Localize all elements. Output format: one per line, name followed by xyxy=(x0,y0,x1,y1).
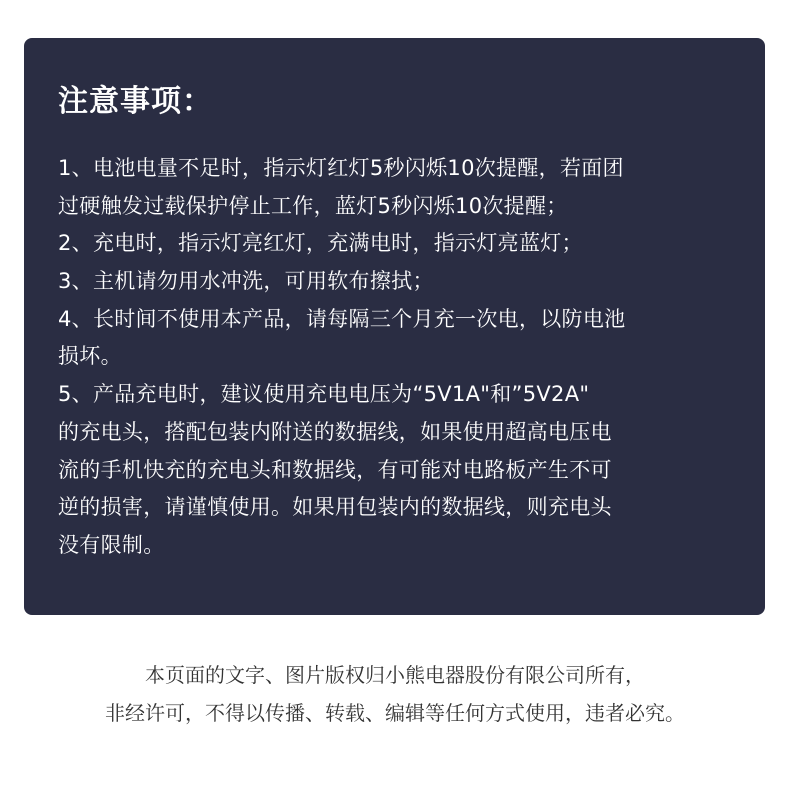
notice-line: 流的手机快充的充电头和数据线，有可能对电路板产生不可 xyxy=(58,457,612,482)
copyright-line: 本页面的文字、图片版权归小熊电器股份有限公司所有， xyxy=(145,663,645,687)
notice-line: 损坏。 xyxy=(58,344,122,369)
notice-line: 2、充电时，指示灯亮红灯，充满电时，指示灯亮蓝灯； xyxy=(58,231,583,256)
notice-card xyxy=(24,38,765,615)
copyright-footer xyxy=(0,656,790,732)
notice-line: 的充电头，搭配包装内附送的数据线，如果使用超高电压电 xyxy=(58,419,612,444)
notice-line: 3、主机请勿用水冲洗，可用软布擦拭； xyxy=(58,269,434,294)
notice-line: 1、电池电量不足时，指示灯红灯5秒闪烁10次提醒，若面团 xyxy=(58,156,624,180)
notice-body xyxy=(58,150,738,565)
copyright-line: 非经许可，不得以传播、转载、编辑等任何方式使用，违者必究。 xyxy=(105,701,685,725)
notice-line: 5、产品充电时，建议使用充电电压为“5V1A"和”5V2A" xyxy=(58,382,590,407)
notice-line: 4、长时间不使用本产品，请每隔三个月充一次电，以防电池 xyxy=(58,306,626,331)
notice-line: 逆的损害，请谨慎使用。如果用包装内的数据线，则充电头 xyxy=(58,495,612,520)
notice-line: 没有限制。 xyxy=(58,532,165,557)
notice-line: 过硬触发过载保护停止工作，蓝灯5秒闪烁10次提醒； xyxy=(58,193,568,218)
notice-title: 注意事项： xyxy=(58,84,213,119)
